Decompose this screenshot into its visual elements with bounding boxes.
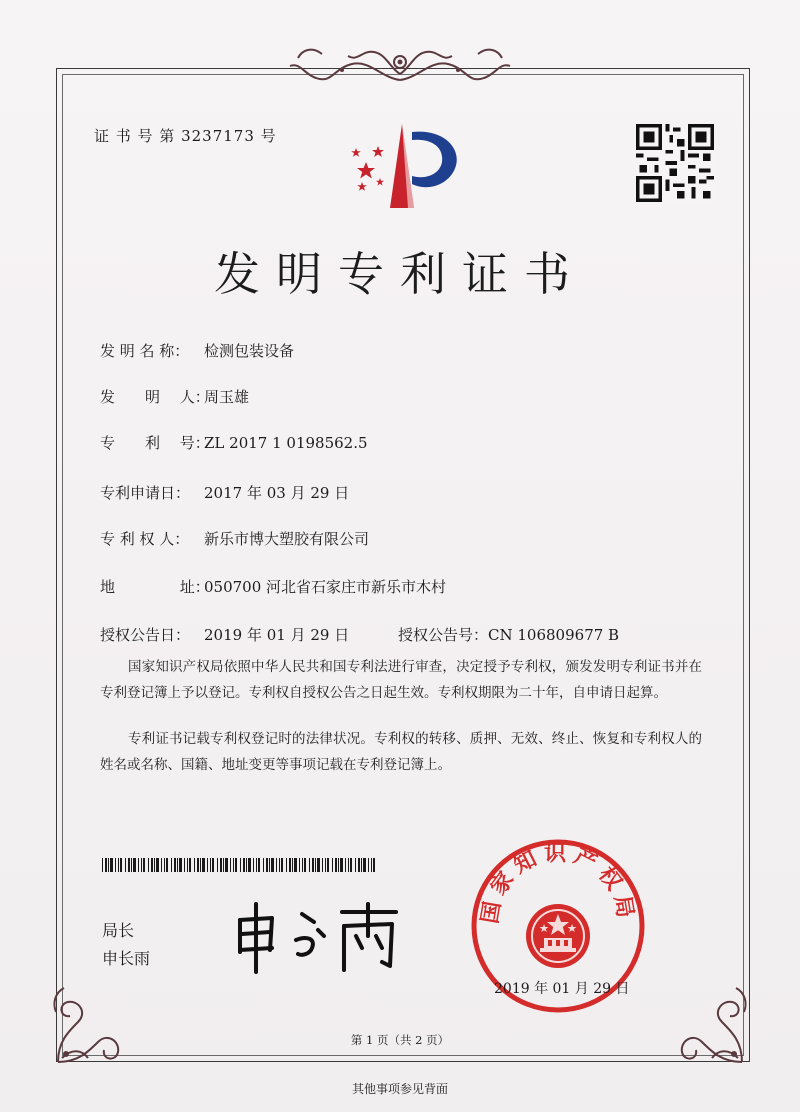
qr-code (636, 124, 714, 202)
address-value: 050700 河北省石家庄市新乐市木村 (204, 578, 447, 596)
field-grant-date (100, 624, 349, 645)
address-label: 地 址： (100, 578, 210, 596)
bottom-left-ornament (48, 972, 128, 1068)
inventor-label: 发 明 人： (100, 388, 210, 406)
patentee-label: 专 利 权 人： (100, 530, 190, 548)
field-patentee (100, 528, 369, 549)
invention-name-label: 发 明 名 称： (100, 342, 190, 360)
field-filing-date (100, 482, 349, 503)
grant-number-label: 授权公告号： (398, 626, 489, 644)
patent-office-emblem-icon (340, 118, 464, 214)
body-paragraph-2: 专利证书记载专利权登记时的法律状况。专利权的转移、质押、无效、终止、恢复和专利权人的姓名或名称、国籍、地址变更等事项记载在专利登记簿上。 (100, 731, 702, 773)
grant-date-value: 2019 年 01 月 29 日 (204, 626, 350, 644)
director-title: 局长 (102, 921, 135, 940)
filing-date-label: 专利申请日： (100, 484, 191, 502)
grant-number-value: CN 106809677 B (488, 626, 620, 644)
barcode (102, 858, 376, 872)
director-signature (232, 900, 402, 974)
bottom-right-ornament (672, 972, 752, 1068)
field-inventor (100, 386, 249, 407)
body-paragraph-1: 国家知识产权局依照中华人民共和国专利法进行审查，决定授予专利权，颁发发明专利证书并在专利登记簿上予以登记。专利权自授权公告之日起生效。专利权期限为二十年，自申请日起算。 (100, 659, 702, 701)
certificate-title: 发明专利证书 (214, 247, 586, 301)
inventor-value: 周玉雄 (204, 388, 250, 406)
seal-date: 2019 年 01 月 29 日 (494, 981, 630, 997)
field-patent-number (100, 432, 368, 453)
footer-note: 其他事项参见背面 (351, 1082, 448, 1096)
field-grant-number (398, 624, 619, 645)
field-invention-name (100, 340, 294, 361)
patentee-value: 新乐市博大塑胶有限公司 (204, 530, 370, 548)
svg-text:国家知识产权局: 国家知识产权局 (477, 841, 639, 926)
patent-number-value: ZL 2017 1 0198562.5 (204, 434, 368, 452)
filing-date-value: 2017 年 03 月 29 日 (204, 484, 350, 502)
certificate-number: 证 书 号 第 3237173 号 (94, 127, 277, 145)
page-number: 第 1 页（共 2 页） (350, 1033, 450, 1047)
grant-date-label: 授权公告日： (100, 626, 191, 644)
invention-name-value: 检测包装设备 (204, 342, 295, 360)
patent-number-label: 专 利 号： (100, 434, 210, 452)
director-name: 申长雨 (102, 949, 151, 968)
top-ornament (282, 40, 518, 86)
field-address (100, 576, 446, 597)
